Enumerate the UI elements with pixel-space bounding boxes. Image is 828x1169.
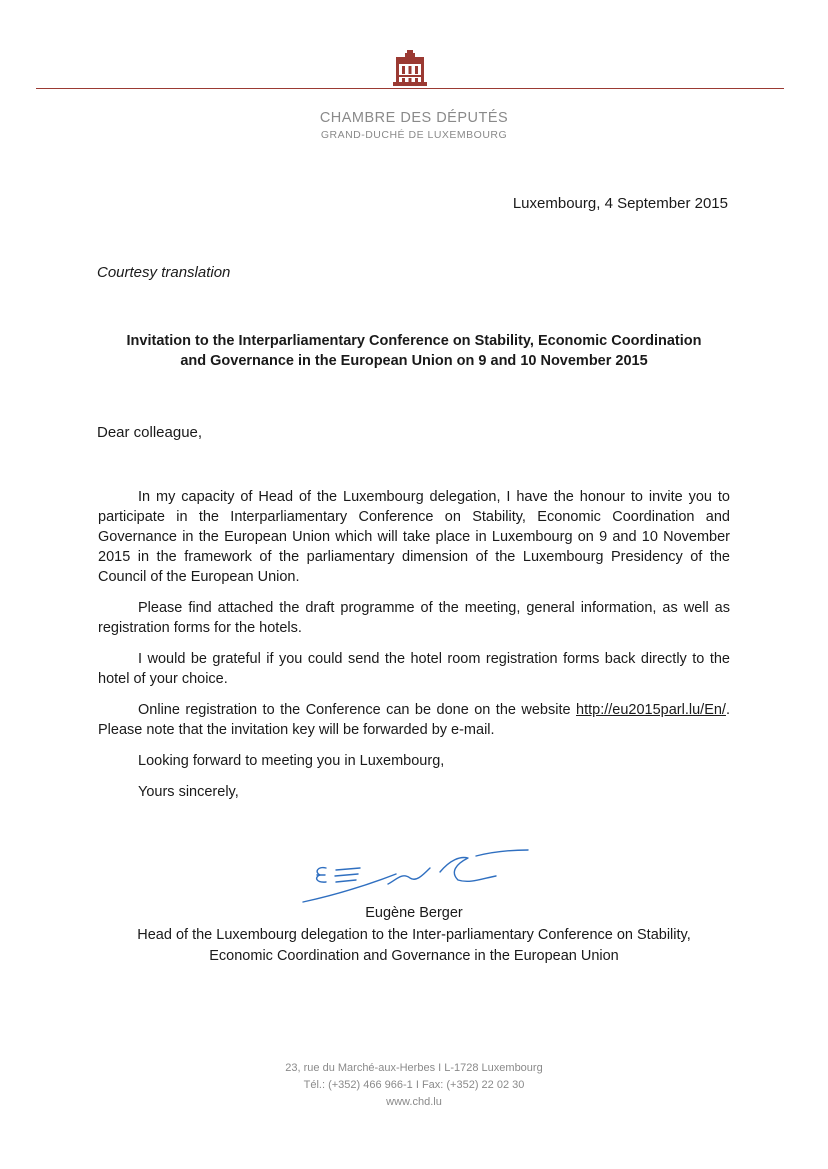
header-rule: [36, 88, 784, 89]
translation-note: Courtesy translation: [97, 264, 231, 281]
paragraph-4-text-end: . Please note that the invitation key will be forwarded by e-mail.: [98, 702, 730, 738]
signer-title: [0, 925, 828, 967]
footer: [0, 1060, 828, 1111]
footer-address: 23, rue du Marché-aux-Herbes I L-1728 Luxembourg: [285, 1062, 543, 1074]
handwritten-signature: [300, 842, 530, 904]
paragraph-3: I would be grateful if you could send the hotel room registration forms back directly to the hotel of your choice.: [98, 651, 730, 687]
paragraph-2: Please find attached the draft programme of the meeting, general information, as well as registration forms for the hotels.: [98, 600, 730, 636]
chamber-name: CHAMBRE DES DÉPUTÉS: [319, 110, 509, 126]
conference-website-link[interactable]: http://eu2015parl.lu/En/: [576, 702, 726, 718]
paragraph-4: [98, 700, 730, 740]
subject-line-1: Invitation to the Interparliamentary Conference on Stability, Economic Coordination: [126, 333, 702, 349]
footer-phone-fax: Tél.: (+352) 466 966-1 I Fax: (+352) 22 02 30: [303, 1079, 525, 1091]
letter-body: [98, 487, 730, 813]
letter-subject: [95, 331, 733, 371]
footer-website: www.chd.lu: [386, 1096, 442, 1108]
paragraph-4-text: Online registration to the Conference can be done on the website: [138, 702, 571, 718]
signer-title-line-1: Head of the Luxembourg delegation to the Inter-parliamentary Conference on Stability,: [137, 927, 691, 943]
closing-sincerely: Yours sincerely,: [138, 784, 239, 800]
signer-name: Eugène Berger: [365, 905, 463, 921]
subject-line-2: and Governance in the European Union on 9 and 10 November 2015: [180, 353, 648, 369]
letter-date: Luxembourg, 4 September 2015: [512, 195, 728, 212]
salutation: Dear colleague,: [97, 424, 203, 441]
chamber-building-icon: [393, 50, 427, 86]
closing-line: Looking forward to meeting you in Luxembourg,: [138, 753, 445, 769]
chamber-subtitle: GRAND-DUCHÉ DE LUXEMBOURG: [320, 129, 508, 141]
paragraph-1: In my capacity of Head of the Luxembourg delegation, I have the honour to invite you to participate in the Interparliamentary Conference on Stability, Economic Coordination and Governance in the European Union which will take place in Luxembourg on 9 and 10 November 2015 in the framework of the parliamentary dimension of the Luxembourg Presidency of the Council of the European Union.: [98, 489, 730, 585]
signer-title-line-2: Economic Coordination and Governance in the European Union: [209, 948, 619, 964]
